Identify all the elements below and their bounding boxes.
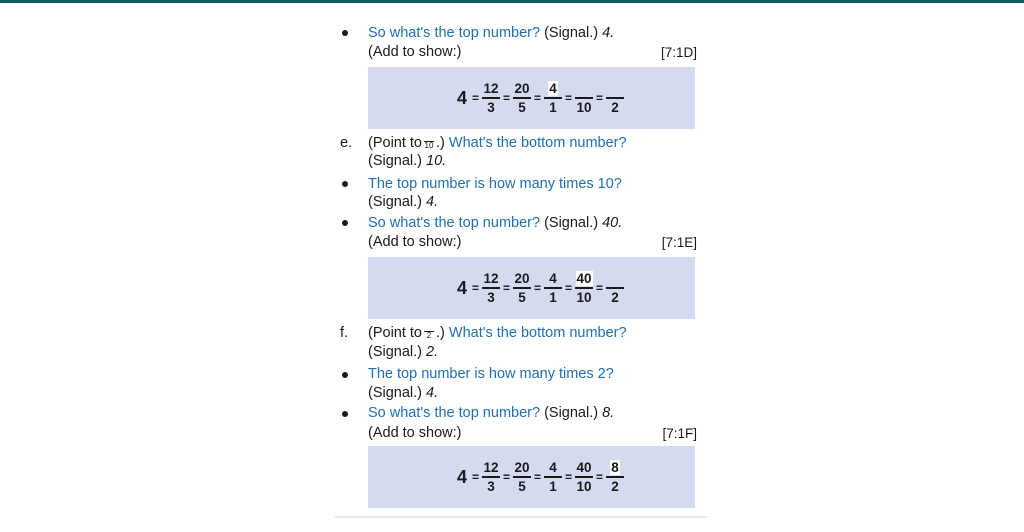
equals-sign: =: [565, 470, 573, 484]
equation-box: [368, 446, 695, 508]
fraction-bar: [606, 476, 624, 478]
equation: [368, 67, 695, 129]
numerator: 12: [483, 460, 499, 476]
fraction: [606, 460, 624, 494]
equation: [368, 257, 695, 319]
equals-sign: =: [534, 91, 542, 105]
denominator: 3: [487, 99, 495, 115]
equals-sign: =: [596, 91, 604, 105]
whole-number: 4: [456, 466, 467, 487]
fraction: [513, 271, 531, 305]
fraction: [575, 271, 593, 305]
fraction-bar: [544, 97, 562, 99]
equals-sign: =: [565, 91, 573, 105]
teacher-question: What's the bottom number?: [448, 325, 627, 341]
point-instruction: [368, 135, 627, 152]
numerator: 4: [549, 81, 557, 97]
equals-sign: =: [502, 470, 510, 484]
fraction-bar: [513, 287, 531, 289]
fraction-bar: [575, 476, 593, 478]
reference-code: [7:1F]: [662, 426, 697, 441]
prompt-line: [368, 405, 614, 422]
teacher-question: So what's the top number?: [368, 405, 541, 421]
equals-sign: =: [534, 470, 542, 484]
denominator: 3: [487, 478, 495, 494]
fraction-bar: [544, 287, 562, 289]
bullet: [342, 411, 348, 417]
fraction-bar: [513, 476, 531, 478]
numerator: 12: [483, 271, 499, 287]
fraction-bar: [482, 476, 500, 478]
numerator: 20: [514, 460, 530, 476]
fraction-bar: [482, 287, 500, 289]
denominator: 5: [518, 99, 526, 115]
equation-box: [368, 257, 695, 319]
denominator: 10: [576, 289, 592, 305]
fraction: [575, 460, 593, 494]
bullet: [342, 220, 348, 226]
denominator: 1: [549, 289, 557, 305]
denominator: 5: [518, 289, 526, 305]
answer-line: [368, 344, 438, 361]
whole-number: 4: [456, 87, 467, 108]
denominator: 1: [549, 478, 557, 494]
top-border: [0, 0, 1024, 3]
signal-label: (Signal.): [544, 25, 599, 41]
teacher-question: So what's the top number?: [368, 25, 541, 41]
signal-label: (Signal.): [368, 194, 422, 210]
equation-box: [368, 67, 695, 129]
denominator: 10: [576, 99, 592, 115]
numerator: 8: [611, 460, 619, 476]
denominator: 2: [611, 289, 619, 305]
reference-code: [7:1E]: [661, 235, 697, 250]
equals-sign: =: [534, 281, 542, 295]
answer-line: [368, 194, 438, 211]
prompt-line: [368, 215, 622, 232]
fraction: [575, 81, 593, 115]
student-answer: 40.: [602, 215, 623, 231]
add-to-show-label: (Add to show:): [368, 425, 462, 441]
denominator: 2: [611, 478, 619, 494]
student-answer: 4.: [602, 25, 615, 41]
small-fraction: 10: [424, 140, 434, 150]
student-answer: 10.: [426, 153, 447, 169]
student-answer: 4.: [426, 194, 439, 210]
whole-number: 4: [456, 277, 467, 298]
denominator: 10: [576, 478, 592, 494]
numerator: 12: [483, 81, 499, 97]
equals-sign: =: [471, 470, 479, 484]
fraction-bar: [575, 97, 593, 99]
fraction-bar: [482, 97, 500, 99]
point-prefix: (Point to: [368, 135, 422, 151]
numerator: [614, 271, 616, 286]
fraction-bar: [606, 287, 624, 289]
fraction-bar: [513, 97, 531, 99]
bullet: [342, 181, 348, 187]
point-instruction: [368, 325, 627, 342]
numerator: [583, 81, 585, 96]
numerator: 40: [576, 271, 592, 287]
equals-sign: =: [502, 91, 510, 105]
equals-sign: =: [471, 281, 479, 295]
fraction: [606, 271, 624, 305]
fraction: [606, 81, 624, 115]
teacher-question: So what's the top number?: [368, 215, 541, 231]
teacher-question: What's the bottom number?: [448, 135, 627, 151]
add-to-show-label: (Add to show:): [368, 234, 462, 250]
reference-code: [7:1D]: [660, 45, 697, 60]
small-fraction: 2: [424, 327, 434, 340]
numerator: [614, 81, 616, 96]
numerator: 4: [549, 460, 557, 476]
point-suffix: .): [436, 325, 445, 341]
signal-label: (Signal.): [544, 405, 599, 421]
signal-label: (Signal.): [368, 385, 422, 401]
bullet: [342, 30, 348, 36]
bottom-divider: [335, 516, 707, 518]
denominator: 3: [487, 289, 495, 305]
fraction: [513, 460, 531, 494]
fraction: [513, 81, 531, 115]
add-to-show-label: (Add to show:): [368, 44, 462, 60]
fraction: [482, 81, 500, 115]
numerator: 20: [514, 81, 530, 97]
denominator: 2: [611, 99, 619, 115]
equals-sign: =: [471, 91, 479, 105]
student-answer: 8.: [602, 405, 615, 421]
step-marker: f.: [340, 325, 349, 341]
fraction-bar: [575, 287, 593, 289]
fraction: [482, 271, 500, 305]
fraction: [482, 460, 500, 494]
fraction-bar: [544, 476, 562, 478]
answer-line: [368, 385, 438, 402]
denominator: 5: [518, 478, 526, 494]
equals-sign: =: [596, 281, 604, 295]
signal-label: (Signal.): [544, 215, 599, 231]
equals-sign: =: [502, 281, 510, 295]
equation: [368, 446, 695, 508]
point-suffix: .): [436, 135, 445, 151]
numerator: 40: [576, 460, 592, 476]
numerator: 20: [514, 271, 530, 287]
fraction-bar: [606, 97, 624, 99]
fraction: [544, 271, 562, 305]
student-answer: 4.: [426, 385, 439, 401]
teacher-question: The top number is how many times 10?: [368, 176, 622, 192]
signal-label: (Signal.): [368, 344, 422, 360]
fraction: [544, 81, 562, 115]
step-marker: e.: [340, 135, 353, 151]
bullet: [342, 372, 348, 378]
point-prefix: (Point to: [368, 325, 422, 341]
prompt-line: [368, 25, 614, 42]
numerator: 4: [549, 271, 557, 287]
fraction: [544, 460, 562, 494]
equals-sign: =: [596, 470, 604, 484]
signal-label: (Signal.): [368, 153, 422, 169]
equals-sign: =: [565, 281, 573, 295]
teacher-question: The top number is how many times 2?: [368, 366, 614, 382]
denominator: 1: [549, 99, 557, 115]
answer-line: [368, 153, 446, 170]
student-answer: 2.: [426, 344, 439, 360]
